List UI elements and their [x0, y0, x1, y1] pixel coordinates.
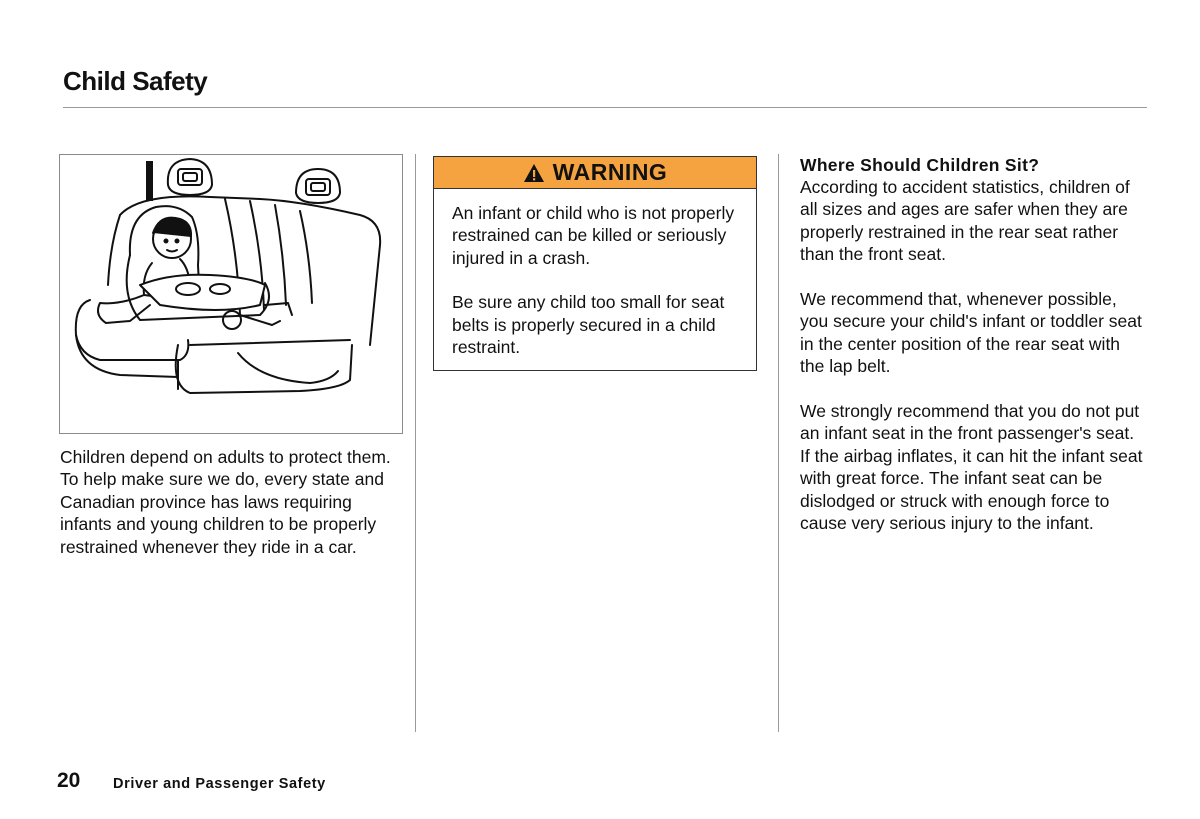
page-number: 20 [57, 769, 81, 792]
paragraph-statistics: According to accident statistics, children of all sizes and ages are safer when they are properly restrained in the rear seat rather than the front seat. [800, 177, 1130, 265]
section-name: Driver and Passenger Safety [113, 776, 326, 792]
paragraph-recommendation: We recommend that, whenever possible, you secure your child's infant or toddler seat in the center position of the rear seat with the lap belt. [800, 289, 1142, 377]
section-heading: Where Should Children Sit? [800, 155, 1040, 175]
warning-header [434, 157, 756, 189]
column-divider-1 [415, 154, 416, 732]
child-seat-illustration [59, 154, 403, 434]
warning-box [433, 156, 757, 371]
paragraph-airbag: We strongly recommend that you do not put an infant seat in the front passenger's seat. If the airbag inflates, it can hit the infant seat with great force. The infant seat can be dislodged or struck with enough force to cause very serious injury to the infant. [800, 401, 1143, 534]
page-title: Child Safety [63, 66, 208, 96]
warning-triangle-icon [523, 163, 545, 183]
intro-paragraph: Children depend on adults to protect them. To help make sure we do, every state and Canadian province has laws requiring infants and young children to be properly restrained whenever they ride in a car. [60, 447, 391, 557]
warning-paragraph-1: An infant or child who is not properly restrained can be killed or seriously injured in a crash. [452, 203, 735, 268]
warning-body [434, 189, 756, 358]
title-divider [63, 107, 1147, 108]
warning-label: WARNING [552, 159, 668, 185]
right-column [800, 154, 1145, 557]
column-divider-2 [778, 154, 779, 732]
warning-paragraph-2: Be sure any child too small for seat belts is properly secured in a child restraint. [452, 292, 725, 358]
